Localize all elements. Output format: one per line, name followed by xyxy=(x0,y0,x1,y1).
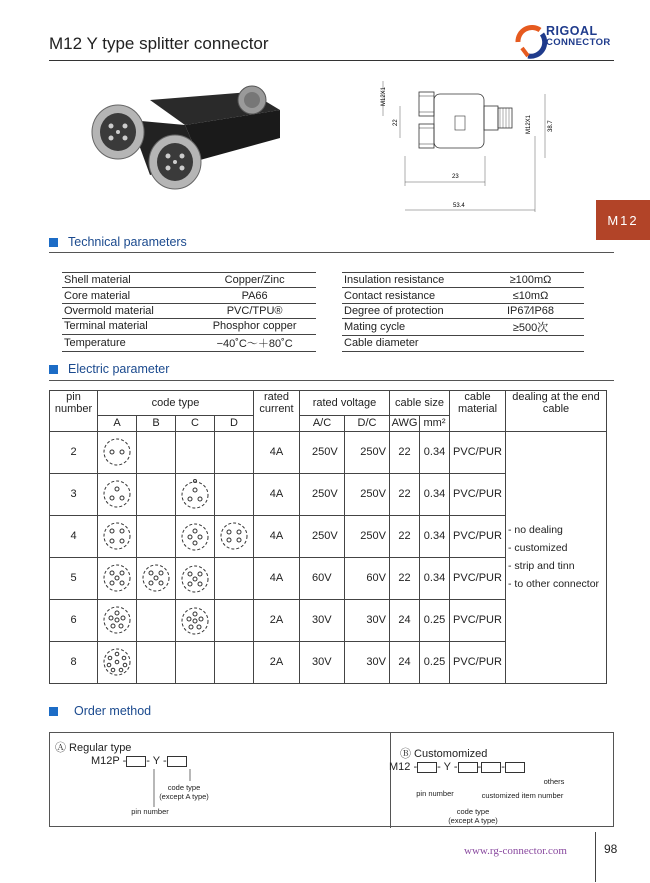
pin-layout-icon xyxy=(100,519,134,553)
custom-type-title: Ⓑ Customomized xyxy=(400,748,488,760)
section-electric xyxy=(49,362,169,376)
dim-38-7: 38.7 xyxy=(548,120,554,132)
table-row: 5 4A 60V 60V 22 0.34 PVC/PUR xyxy=(50,557,607,599)
table-row: Core material PA66 xyxy=(62,288,316,303)
table-row: Degree of protection IP67∕IP68 xyxy=(342,303,584,318)
code-box xyxy=(126,756,146,767)
header-dealing: dealing at the end cable xyxy=(506,391,607,416)
table-row: 4 4A 250V 250V 22 0.34 PVC/PUR xyxy=(50,515,607,557)
table-row: Cable diameter xyxy=(342,336,584,351)
header-pin: pin number xyxy=(50,391,98,416)
section-square-icon xyxy=(49,365,58,374)
custom-pin-number-note: pin number xyxy=(416,789,454,798)
header-ac: A/C xyxy=(300,415,345,431)
section-order xyxy=(49,704,151,718)
header-code-c: C xyxy=(176,415,215,431)
page-number: 98 xyxy=(604,842,618,856)
header-cable-size: cable size xyxy=(390,391,450,416)
tech-table-left xyxy=(62,272,316,352)
table-row: Mating cycle ≥500次 xyxy=(342,319,584,336)
pin-layout-icon xyxy=(100,435,134,469)
header-awg: AWG xyxy=(390,415,420,431)
section-title: Electric parameter xyxy=(68,362,170,376)
header-cable-material: cable material xyxy=(450,391,506,416)
dim-m12-left: M12X1 xyxy=(381,86,387,106)
page-title: M12 Y type splitter connector xyxy=(49,34,269,53)
footer-url[interactable]: www.rg-connector.com xyxy=(464,845,567,857)
electric-table xyxy=(49,390,607,684)
table-row: Terminal material Phosphor copper xyxy=(62,319,316,334)
table-row: Overmold material PVC/TPU® xyxy=(62,303,316,318)
header-code-a: A xyxy=(98,415,137,431)
header-code-type: code type xyxy=(98,391,254,416)
header-code-b: B xyxy=(137,415,176,431)
section-rule xyxy=(49,380,614,381)
pin-layout-icon xyxy=(178,477,212,511)
product-photo xyxy=(90,80,290,198)
code-box xyxy=(505,762,525,773)
header-mm2: mm² xyxy=(420,415,450,431)
pin-layout-icon xyxy=(217,519,251,553)
custom-item-number-note: customized item number xyxy=(481,791,564,800)
section-square-icon xyxy=(49,707,58,716)
regular-pin-number-note: pin number xyxy=(131,807,169,816)
order-box xyxy=(49,732,614,827)
custom-others-note: others xyxy=(543,777,565,786)
dim-m12-right: M12X1 xyxy=(526,114,532,134)
pin-layout-icon xyxy=(100,603,134,637)
table-row: Temperature −40˚C～＋80˚C xyxy=(62,334,316,351)
pin-layout-icon xyxy=(178,519,212,553)
table-row: 2 4A 250V 250V 22 0.34 PVC/PUR - no dealing - customized - strip and tinn - to other connector xyxy=(50,431,607,473)
header-rule xyxy=(49,60,614,61)
dim-22: 22 xyxy=(393,119,399,126)
dim-53-4: 53.4 xyxy=(453,203,465,209)
custom-formula: M12 - - Y - - - xyxy=(389,761,525,773)
table-row: Shell material Copper/Zinc xyxy=(62,273,316,288)
dealing-options: - no dealing - customized - strip and tinn - to other connector xyxy=(506,431,607,683)
pin-layout-icon xyxy=(100,645,134,679)
code-box xyxy=(417,762,437,773)
section-rule xyxy=(49,252,614,253)
section-technical xyxy=(49,235,187,249)
table-row: 8 2A 30V 30V 24 0.25 PVC/PUR xyxy=(50,641,607,683)
header-rated-current: rated current xyxy=(254,391,300,416)
pin-layout-icon xyxy=(178,603,212,637)
pin-layout-icon xyxy=(100,477,134,511)
code-box xyxy=(458,762,478,773)
table-row: 6 2A 30V 30V 24 0.25 PVC/PUR xyxy=(50,599,607,641)
pin-layout-icon xyxy=(100,561,134,595)
footer-rule xyxy=(595,832,596,882)
section-title: Order method xyxy=(74,704,152,718)
section-square-icon xyxy=(49,238,58,247)
regular-code-type-note: code type (except A type) xyxy=(159,783,209,801)
regular-type-title: Ⓐ Regular type xyxy=(55,742,132,754)
order-divider xyxy=(390,733,391,828)
dim-23: 23 xyxy=(452,174,459,180)
header-dc: D/C xyxy=(345,415,390,431)
section-title: Technical parameters xyxy=(68,235,187,249)
table-row: 3 4A 250V 250V 22 0.34 PVC/PUR xyxy=(50,473,607,515)
code-box xyxy=(481,762,501,773)
header-rated-voltage: rated voltage xyxy=(300,391,390,416)
tech-table-right xyxy=(342,272,584,352)
regular-formula: M12P - - Y - xyxy=(91,755,187,767)
table-row: Insulation resistance ≥100mΩ xyxy=(342,273,584,288)
code-box xyxy=(167,756,187,767)
dimension-drawing xyxy=(375,76,575,212)
pin-layout-icon xyxy=(139,561,173,595)
table-row: Contact resistance ≤10mΩ xyxy=(342,288,584,303)
logo-text: RIGOAL CONNECTOR xyxy=(546,24,611,48)
custom-code-type-note: code type (except A type) xyxy=(448,807,498,825)
side-tab: M12 xyxy=(596,200,650,240)
header-code-d: D xyxy=(215,415,254,431)
pin-layout-icon xyxy=(178,561,212,595)
